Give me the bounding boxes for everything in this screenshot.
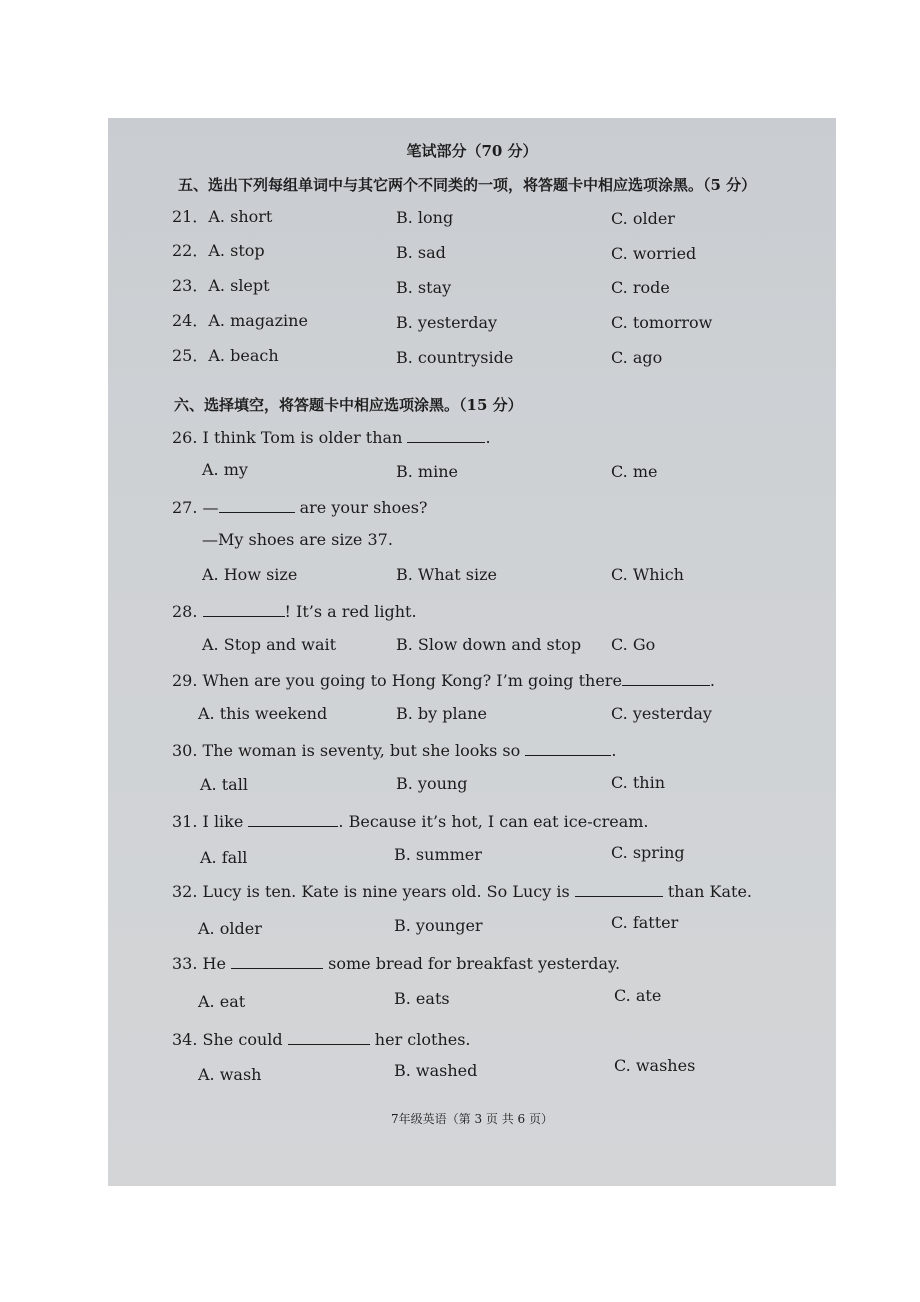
question-text: 33. He (172, 954, 232, 973)
answer-blank (407, 426, 485, 443)
question-text: 32. Lucy is ten. Kate is nine years old. So Lucy is (172, 882, 575, 901)
option-c: C. Go (611, 635, 656, 654)
question-number: 22． (172, 241, 209, 260)
question-number: 21． (172, 207, 209, 226)
option-b: B. younger (394, 916, 483, 935)
option-a: A. magazine (208, 311, 308, 330)
option-c: C. me (611, 462, 658, 481)
question-text-end: . (611, 741, 617, 760)
question-number: 23． (172, 276, 209, 295)
answer-blank (288, 1028, 370, 1045)
option-a: A. beach (208, 346, 279, 365)
answer-blank (219, 496, 295, 513)
option-b: B. eats (394, 989, 450, 1008)
question-text: 34. She could (172, 1030, 288, 1049)
option-c: C. worried (611, 244, 697, 263)
option-b: B. stay (396, 278, 452, 297)
option-a: A. tall (200, 775, 248, 794)
question-text-end: . (485, 428, 491, 447)
option-b: B. sad (396, 243, 446, 262)
question-text-end: are your shoes? (294, 498, 428, 517)
option-c: C. Which (611, 565, 684, 584)
option-a: A. fall (200, 848, 248, 867)
option-b: B. young (396, 774, 468, 793)
answer-blank (231, 952, 323, 969)
dialogue-reply: —My shoes are size 37. (202, 530, 393, 549)
question-text-end: than Kate. (662, 882, 753, 901)
question-text: 26. I think Tom is older than (172, 428, 408, 447)
option-b: B. summer (394, 845, 482, 864)
option-b: B. Slow down and stop (396, 635, 582, 654)
question-number: 25． (172, 346, 209, 365)
option-a: A. wash (198, 1065, 262, 1084)
option-a: A. eat (198, 992, 246, 1011)
option-c: C. tomorrow (611, 313, 713, 332)
option-b: B. washed (394, 1061, 478, 1080)
option-a: A. this weekend (198, 704, 328, 723)
option-b: B. yesterday (396, 313, 498, 332)
question-text-end: . Because it’s hot, I can eat ice-cream. (338, 812, 649, 831)
page-footer: 7年级英语（第 3 页 共 6 页） (391, 1112, 553, 1126)
option-c: C. spring (611, 843, 685, 862)
option-c: C. older (611, 209, 675, 228)
option-b: B. long (396, 208, 454, 227)
option-a: A. my (202, 460, 248, 479)
option-b: B. countryside (396, 348, 514, 367)
question-text: 31. I like (172, 812, 249, 831)
question-number: 24． (172, 311, 209, 330)
answer-blank (575, 880, 663, 897)
option-c: C. thin (611, 773, 665, 792)
option-a: A. slept (208, 276, 270, 295)
option-a: A. short (208, 207, 273, 226)
question-text: 27. — (172, 498, 219, 517)
option-c: C. ago (611, 348, 663, 367)
answer-blank (622, 669, 710, 686)
option-a: A. older (198, 919, 262, 938)
option-c: C. yesterday (611, 704, 712, 723)
page-header: 笔试部分（70 分） (406, 142, 538, 160)
answer-blank (525, 739, 611, 756)
option-c: C. fatter (611, 913, 679, 932)
question-text: 30. The woman is seventy, but she looks so (172, 741, 526, 760)
question-text-end: some bread for breakfast yesterday. (323, 954, 621, 973)
question-text: 28. (172, 602, 203, 621)
exam-page (108, 118, 836, 1186)
section-6-title: 六、选择填空，将答题卡中相应选项涂黑。（15 分） (174, 396, 523, 414)
question-text-end: her clothes. (369, 1030, 471, 1049)
option-c: C. washes (614, 1056, 696, 1075)
option-c: C. ate (614, 986, 662, 1005)
option-b: B. What size (396, 565, 497, 584)
question-text-end: ! It’s a red light. (284, 602, 417, 621)
option-b: B. mine (396, 462, 458, 481)
option-a: A. Stop and wait (202, 635, 337, 654)
question-text: 29. When are you going to Hong Kong? I’m going there (172, 671, 622, 690)
answer-blank (248, 810, 338, 827)
option-c: C. rode (611, 278, 670, 297)
question-text-end: . (709, 671, 716, 690)
option-a: A. stop (208, 241, 265, 260)
answer-blank (203, 600, 285, 617)
section-5-title: 五、选出下列每组单词中与其它两个不同类的一项，将答题卡中相应选项涂黑。（5 分） (178, 176, 757, 194)
option-a: A. How size (202, 565, 298, 584)
option-b: B. by plane (396, 704, 487, 723)
